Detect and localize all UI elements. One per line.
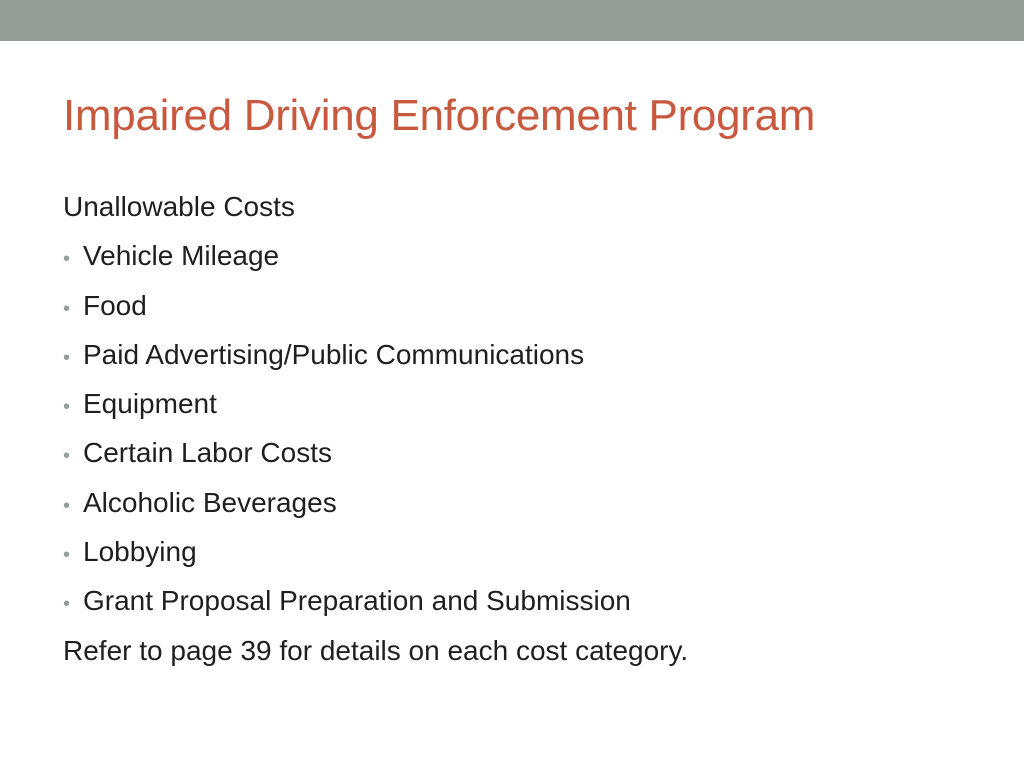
list-item-text: Food xyxy=(83,289,147,321)
list-item xyxy=(63,430,1003,479)
list-item-text: Grant Proposal Preparation and Submission xyxy=(83,585,631,617)
section-heading: Unallowable Costs xyxy=(63,191,295,222)
slide-body xyxy=(63,184,1003,677)
list-item xyxy=(63,381,1003,430)
bullet-icon: • xyxy=(63,346,71,369)
bullet-icon: • xyxy=(63,593,71,616)
bullet-icon: • xyxy=(63,544,71,567)
list-item xyxy=(63,480,1003,529)
list-item xyxy=(63,283,1003,332)
slide-title: Impaired Driving Enforcement Program xyxy=(63,91,816,140)
bullet-icon: • xyxy=(63,297,71,320)
list-item xyxy=(63,332,1003,381)
list-item-text: Alcoholic Beverages xyxy=(83,486,337,518)
list-item-text: Lobbying xyxy=(83,536,197,568)
bullet-icon: • xyxy=(63,494,71,517)
bullet-icon: • xyxy=(63,396,71,419)
list-item-text: Certain Labor Costs xyxy=(83,437,333,469)
list-item-text: Equipment xyxy=(83,388,217,420)
list-item xyxy=(63,578,1003,627)
top-accent-bar xyxy=(0,0,1024,41)
list-item xyxy=(63,529,1003,578)
footer-note: Refer to page 39 for details on each cost category. xyxy=(63,634,689,666)
list-item-text: Vehicle Mileage xyxy=(83,240,280,272)
bullet-icon: • xyxy=(63,248,71,271)
bullet-icon: • xyxy=(63,445,71,468)
list-item xyxy=(63,233,1003,282)
list-item-text: Paid Advertising/Public Communications xyxy=(83,338,585,370)
